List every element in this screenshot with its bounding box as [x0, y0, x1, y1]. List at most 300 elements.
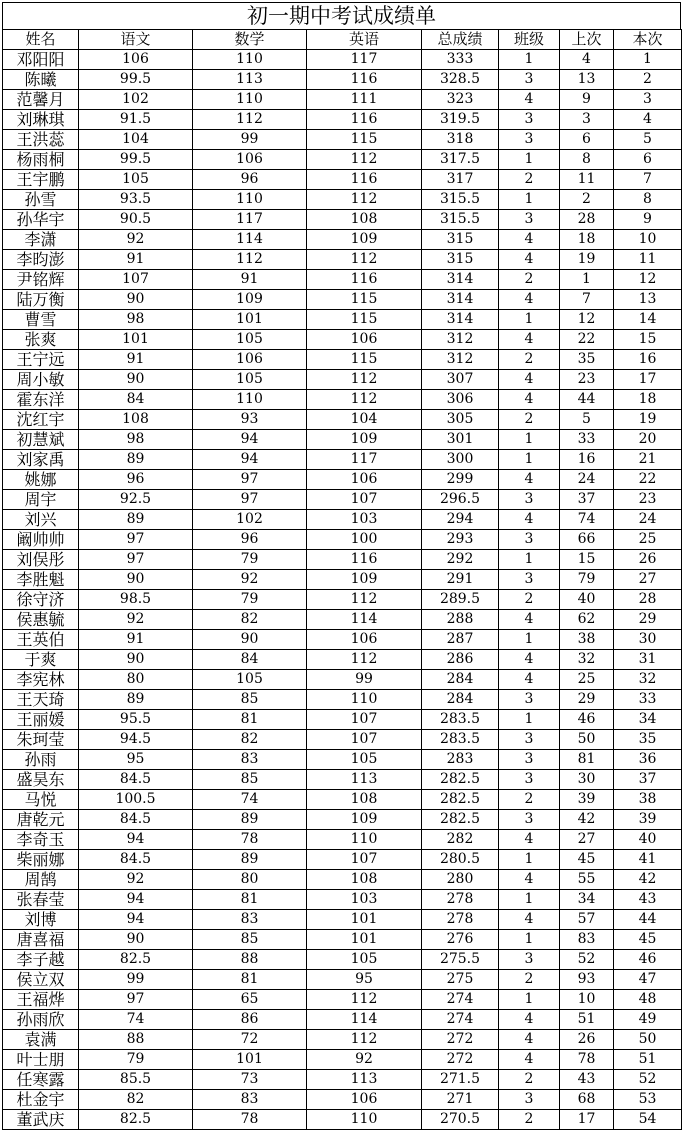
last-rank-cell: 4 — [560, 50, 614, 70]
table-row — [3, 850, 682, 870]
class-cell: 4 — [499, 870, 560, 890]
class-cell: 3 — [499, 810, 560, 830]
chinese-cell: 94 — [79, 830, 193, 850]
chinese-cell: 92.5 — [79, 490, 193, 510]
table-row — [3, 930, 682, 950]
total-cell: 319.5 — [422, 110, 499, 130]
sheet-title: 初一期中考试成绩单 — [2, 2, 681, 29]
last-rank-cell: 11 — [560, 170, 614, 190]
math-cell: 106 — [193, 350, 307, 370]
math-cell: 96 — [193, 530, 307, 550]
last-rank-cell: 62 — [560, 610, 614, 630]
name-cell: 周鹄 — [3, 870, 79, 890]
name-cell: 张春莹 — [3, 890, 79, 910]
chinese-cell: 84 — [79, 390, 193, 410]
last-rank-cell: 30 — [560, 770, 614, 790]
last-rank-cell: 55 — [560, 870, 614, 890]
table-row — [3, 1110, 682, 1130]
chinese-cell: 88 — [79, 1030, 193, 1050]
column-header: 本次 — [614, 30, 682, 50]
english-cell: 112 — [307, 650, 422, 670]
last-rank-cell: 8 — [560, 150, 614, 170]
rank-cell: 53 — [614, 1090, 682, 1110]
math-cell: 83 — [193, 750, 307, 770]
name-cell: 柴丽娜 — [3, 850, 79, 870]
last-rank-cell: 26 — [560, 1030, 614, 1050]
english-cell: 109 — [307, 230, 422, 250]
class-cell: 3 — [499, 530, 560, 550]
last-rank-cell: 24 — [560, 470, 614, 490]
math-cell: 84 — [193, 650, 307, 670]
class-cell: 3 — [499, 730, 560, 750]
name-cell: 王英伯 — [3, 630, 79, 650]
total-cell: 274 — [422, 1010, 499, 1030]
total-cell: 282.5 — [422, 770, 499, 790]
english-cell: 112 — [307, 190, 422, 210]
name-cell: 王丽媛 — [3, 710, 79, 730]
total-cell: 284 — [422, 690, 499, 710]
english-cell: 112 — [307, 590, 422, 610]
total-cell: 271 — [422, 1090, 499, 1110]
total-cell: 317.5 — [422, 150, 499, 170]
math-cell: 89 — [193, 810, 307, 830]
english-cell: 95 — [307, 970, 422, 990]
rank-cell: 28 — [614, 590, 682, 610]
chinese-cell: 91.5 — [79, 110, 193, 130]
last-rank-cell: 22 — [560, 330, 614, 350]
rank-cell: 6 — [614, 150, 682, 170]
total-cell: 315.5 — [422, 210, 499, 230]
class-cell: 4 — [499, 250, 560, 270]
class-cell: 3 — [499, 70, 560, 90]
name-cell: 李奇玉 — [3, 830, 79, 850]
class-cell: 1 — [499, 990, 560, 1010]
column-header: 姓名 — [3, 30, 79, 50]
chinese-cell: 94 — [79, 890, 193, 910]
table-row — [3, 490, 682, 510]
last-rank-cell: 34 — [560, 890, 614, 910]
chinese-cell: 82 — [79, 1090, 193, 1110]
math-cell: 85 — [193, 930, 307, 950]
rank-cell: 49 — [614, 1010, 682, 1030]
chinese-cell: 105 — [79, 170, 193, 190]
rank-cell: 46 — [614, 950, 682, 970]
name-cell: 于爽 — [3, 650, 79, 670]
english-cell: 113 — [307, 770, 422, 790]
english-cell: 117 — [307, 50, 422, 70]
english-cell: 111 — [307, 90, 422, 110]
chinese-cell: 90 — [79, 650, 193, 670]
class-cell: 1 — [499, 930, 560, 950]
class-cell: 2 — [499, 970, 560, 990]
last-rank-cell: 83 — [560, 930, 614, 950]
name-cell: 李子越 — [3, 950, 79, 970]
rank-cell: 34 — [614, 710, 682, 730]
chinese-cell: 91 — [79, 250, 193, 270]
table-row — [3, 950, 682, 970]
class-cell: 4 — [499, 670, 560, 690]
table-row — [3, 910, 682, 930]
math-cell: 91 — [193, 270, 307, 290]
total-cell: 323 — [422, 90, 499, 110]
rank-cell: 3 — [614, 90, 682, 110]
total-cell: 301 — [422, 430, 499, 450]
rank-cell: 42 — [614, 870, 682, 890]
last-rank-cell: 3 — [560, 110, 614, 130]
total-cell: 292 — [422, 550, 499, 570]
english-cell: 106 — [307, 470, 422, 490]
math-cell: 90 — [193, 630, 307, 650]
column-header: 英语 — [307, 30, 422, 50]
chinese-cell: 94.5 — [79, 730, 193, 750]
rank-cell: 26 — [614, 550, 682, 570]
chinese-cell: 106 — [79, 50, 193, 70]
table-row — [3, 370, 682, 390]
name-cell: 刘家禹 — [3, 450, 79, 470]
math-cell: 97 — [193, 470, 307, 490]
math-cell: 74 — [193, 790, 307, 810]
table-row — [3, 990, 682, 1010]
table-row — [3, 170, 682, 190]
name-cell: 刘琳琪 — [3, 110, 79, 130]
rank-cell: 15 — [614, 330, 682, 350]
math-cell: 106 — [193, 150, 307, 170]
table-row — [3, 670, 682, 690]
last-rank-cell: 33 — [560, 430, 614, 450]
math-cell: 92 — [193, 570, 307, 590]
name-cell: 尹铭辉 — [3, 270, 79, 290]
chinese-cell: 90 — [79, 930, 193, 950]
last-rank-cell: 79 — [560, 570, 614, 590]
table-row — [3, 650, 682, 670]
last-rank-cell: 78 — [560, 1050, 614, 1070]
english-cell: 117 — [307, 450, 422, 470]
name-cell: 王宇鹏 — [3, 170, 79, 190]
rank-cell: 47 — [614, 970, 682, 990]
name-cell: 李胜魁 — [3, 570, 79, 590]
chinese-cell: 104 — [79, 130, 193, 150]
class-cell: 3 — [499, 490, 560, 510]
chinese-cell: 84.5 — [79, 770, 193, 790]
table-row — [3, 190, 682, 210]
math-cell: 85 — [193, 690, 307, 710]
name-cell: 侯惠毓 — [3, 610, 79, 630]
total-cell: 328.5 — [422, 70, 499, 90]
last-rank-cell: 29 — [560, 690, 614, 710]
english-cell: 116 — [307, 70, 422, 90]
math-cell: 112 — [193, 250, 307, 270]
rank-cell: 35 — [614, 730, 682, 750]
chinese-cell: 108 — [79, 410, 193, 430]
rank-cell: 19 — [614, 410, 682, 430]
english-cell: 110 — [307, 690, 422, 710]
name-cell: 初慧斌 — [3, 430, 79, 450]
header-row — [3, 30, 682, 50]
math-cell: 83 — [193, 1090, 307, 1110]
table-row — [3, 1010, 682, 1030]
last-rank-cell: 10 — [560, 990, 614, 1010]
class-cell: 4 — [499, 290, 560, 310]
total-cell: 283.5 — [422, 710, 499, 730]
last-rank-cell: 93 — [560, 970, 614, 990]
english-cell: 106 — [307, 330, 422, 350]
table-row — [3, 510, 682, 530]
english-cell: 115 — [307, 130, 422, 150]
rank-cell: 31 — [614, 650, 682, 670]
rank-cell: 50 — [614, 1030, 682, 1050]
rank-cell: 32 — [614, 670, 682, 690]
last-rank-cell: 52 — [560, 950, 614, 970]
class-cell: 2 — [499, 270, 560, 290]
chinese-cell: 91 — [79, 350, 193, 370]
math-cell: 94 — [193, 430, 307, 450]
rank-cell: 37 — [614, 770, 682, 790]
chinese-cell: 97 — [79, 990, 193, 1010]
chinese-cell: 92 — [79, 610, 193, 630]
class-cell: 4 — [499, 470, 560, 490]
class-cell: 2 — [499, 590, 560, 610]
total-cell: 314 — [422, 310, 499, 330]
name-cell: 陆万衡 — [3, 290, 79, 310]
total-cell: 317 — [422, 170, 499, 190]
chinese-cell: 89 — [79, 510, 193, 530]
table-row — [3, 290, 682, 310]
name-cell: 范馨月 — [3, 90, 79, 110]
table-row — [3, 1030, 682, 1050]
english-cell: 92 — [307, 1050, 422, 1070]
rank-cell: 21 — [614, 450, 682, 470]
chinese-cell: 100.5 — [79, 790, 193, 810]
math-cell: 101 — [193, 310, 307, 330]
english-cell: 116 — [307, 550, 422, 570]
table-row — [3, 970, 682, 990]
chinese-cell: 84.5 — [79, 850, 193, 870]
rank-cell: 12 — [614, 270, 682, 290]
rank-cell: 54 — [614, 1110, 682, 1130]
total-cell: 318 — [422, 130, 499, 150]
chinese-cell: 107 — [79, 270, 193, 290]
english-cell: 108 — [307, 210, 422, 230]
total-cell: 282.5 — [422, 790, 499, 810]
math-cell: 105 — [193, 330, 307, 350]
math-cell: 102 — [193, 510, 307, 530]
last-rank-cell: 51 — [560, 1010, 614, 1030]
table-row — [3, 590, 682, 610]
column-header: 数学 — [193, 30, 307, 50]
math-cell: 83 — [193, 910, 307, 930]
name-cell: 孙雨欣 — [3, 1010, 79, 1030]
table-row — [3, 750, 682, 770]
column-header: 总成绩 — [422, 30, 499, 50]
total-cell: 288 — [422, 610, 499, 630]
english-cell: 109 — [307, 570, 422, 590]
total-cell: 294 — [422, 510, 499, 530]
rank-cell: 23 — [614, 490, 682, 510]
table-row — [3, 230, 682, 250]
last-rank-cell: 39 — [560, 790, 614, 810]
name-cell: 袁满 — [3, 1030, 79, 1050]
total-cell: 312 — [422, 350, 499, 370]
rank-cell: 13 — [614, 290, 682, 310]
math-cell: 73 — [193, 1070, 307, 1090]
total-cell: 283 — [422, 750, 499, 770]
name-cell: 盛昊东 — [3, 770, 79, 790]
chinese-cell: 89 — [79, 690, 193, 710]
math-cell: 96 — [193, 170, 307, 190]
last-rank-cell: 5 — [560, 410, 614, 430]
name-cell: 王福烨 — [3, 990, 79, 1010]
class-cell: 3 — [499, 570, 560, 590]
total-cell: 278 — [422, 910, 499, 930]
class-cell: 2 — [499, 170, 560, 190]
english-cell: 101 — [307, 910, 422, 930]
rank-cell: 41 — [614, 850, 682, 870]
chinese-cell: 98 — [79, 430, 193, 450]
table-row — [3, 630, 682, 650]
last-rank-cell: 45 — [560, 850, 614, 870]
rank-cell: 4 — [614, 110, 682, 130]
english-cell: 105 — [307, 950, 422, 970]
name-cell: 刘兴 — [3, 510, 79, 530]
math-cell: 110 — [193, 90, 307, 110]
chinese-cell: 95.5 — [79, 710, 193, 730]
table-row — [3, 610, 682, 630]
english-cell: 114 — [307, 610, 422, 630]
english-cell: 116 — [307, 170, 422, 190]
total-cell: 315.5 — [422, 190, 499, 210]
rank-cell: 2 — [614, 70, 682, 90]
chinese-cell: 90 — [79, 570, 193, 590]
last-rank-cell: 66 — [560, 530, 614, 550]
last-rank-cell: 27 — [560, 830, 614, 850]
math-cell: 114 — [193, 230, 307, 250]
class-cell: 3 — [499, 690, 560, 710]
rank-cell: 11 — [614, 250, 682, 270]
chinese-cell: 92 — [79, 230, 193, 250]
total-cell: 272 — [422, 1030, 499, 1050]
last-rank-cell: 44 — [560, 390, 614, 410]
chinese-cell: 95 — [79, 750, 193, 770]
chinese-cell: 93.5 — [79, 190, 193, 210]
name-cell: 王洪蕊 — [3, 130, 79, 150]
total-cell: 299 — [422, 470, 499, 490]
rank-cell: 27 — [614, 570, 682, 590]
name-cell: 李昀澎 — [3, 250, 79, 270]
table-row — [3, 1070, 682, 1090]
name-cell: 刘俣彤 — [3, 550, 79, 570]
class-cell: 1 — [499, 310, 560, 330]
english-cell: 112 — [307, 990, 422, 1010]
rank-cell: 20 — [614, 430, 682, 450]
total-cell: 278 — [422, 890, 499, 910]
class-cell: 1 — [499, 630, 560, 650]
table-row — [3, 150, 682, 170]
chinese-cell: 101 — [79, 330, 193, 350]
english-cell: 112 — [307, 1030, 422, 1050]
class-cell: 3 — [499, 750, 560, 770]
english-cell: 106 — [307, 1090, 422, 1110]
last-rank-cell: 7 — [560, 290, 614, 310]
name-cell: 孙雪 — [3, 190, 79, 210]
math-cell: 86 — [193, 1010, 307, 1030]
math-cell: 113 — [193, 70, 307, 90]
class-cell: 4 — [499, 370, 560, 390]
class-cell: 1 — [499, 450, 560, 470]
rank-cell: 48 — [614, 990, 682, 1010]
name-cell: 阚帅帅 — [3, 530, 79, 550]
name-cell: 李宪林 — [3, 670, 79, 690]
table-row — [3, 430, 682, 450]
chinese-cell: 89 — [79, 450, 193, 470]
chinese-cell: 96 — [79, 470, 193, 490]
chinese-cell: 94 — [79, 910, 193, 930]
name-cell: 徐守济 — [3, 590, 79, 610]
column-header: 上次 — [560, 30, 614, 50]
english-cell: 99 — [307, 670, 422, 690]
class-cell: 1 — [499, 430, 560, 450]
rank-cell: 9 — [614, 210, 682, 230]
class-cell: 2 — [499, 790, 560, 810]
total-cell: 315 — [422, 250, 499, 270]
math-cell: 85 — [193, 770, 307, 790]
chinese-cell: 99 — [79, 970, 193, 990]
class-cell: 4 — [499, 1030, 560, 1050]
math-cell: 117 — [193, 210, 307, 230]
english-cell: 116 — [307, 110, 422, 130]
total-cell: 276 — [422, 930, 499, 950]
chinese-cell: 98.5 — [79, 590, 193, 610]
last-rank-cell: 37 — [560, 490, 614, 510]
name-cell: 马悦 — [3, 790, 79, 810]
english-cell: 107 — [307, 850, 422, 870]
last-rank-cell: 19 — [560, 250, 614, 270]
total-cell: 282.5 — [422, 810, 499, 830]
name-cell: 侯立双 — [3, 970, 79, 990]
total-cell: 284 — [422, 670, 499, 690]
english-cell: 112 — [307, 250, 422, 270]
english-cell: 106 — [307, 630, 422, 650]
math-cell: 65 — [193, 990, 307, 1010]
last-rank-cell: 68 — [560, 1090, 614, 1110]
table-row — [3, 110, 682, 130]
table-row — [3, 450, 682, 470]
math-cell: 109 — [193, 290, 307, 310]
name-cell: 孙雨 — [3, 750, 79, 770]
class-cell: 2 — [499, 1110, 560, 1130]
table-row — [3, 530, 682, 550]
math-cell: 93 — [193, 410, 307, 430]
english-cell: 109 — [307, 430, 422, 450]
total-cell: 271.5 — [422, 1070, 499, 1090]
english-cell: 115 — [307, 350, 422, 370]
math-cell: 82 — [193, 730, 307, 750]
math-cell: 110 — [193, 190, 307, 210]
name-cell: 刘博 — [3, 910, 79, 930]
class-cell: 3 — [499, 1090, 560, 1110]
chinese-cell: 99.5 — [79, 150, 193, 170]
english-cell: 110 — [307, 1110, 422, 1130]
table-row — [3, 330, 682, 350]
total-cell: 296.5 — [422, 490, 499, 510]
table-row — [3, 270, 682, 290]
chinese-cell: 102 — [79, 90, 193, 110]
table-row — [3, 470, 682, 490]
last-rank-cell: 81 — [560, 750, 614, 770]
english-cell: 116 — [307, 270, 422, 290]
table-row — [3, 410, 682, 430]
chinese-cell: 90 — [79, 370, 193, 390]
rank-cell: 39 — [614, 810, 682, 830]
